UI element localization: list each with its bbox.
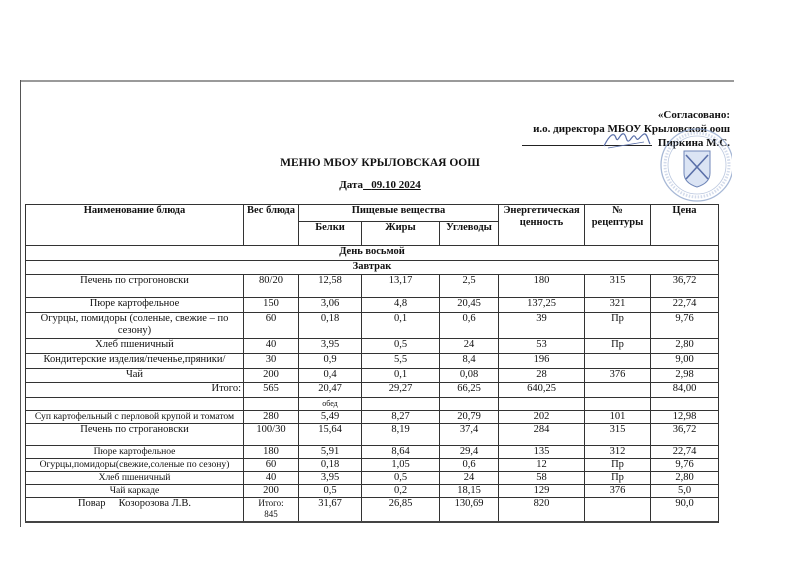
table-row — [26, 459, 719, 472]
dish-price: 5,0 — [651, 485, 719, 498]
total-carbs: 66,25 — [440, 383, 499, 398]
total-weight-cell — [244, 498, 299, 523]
dish-protein: 0,9 — [299, 354, 362, 369]
dish-name: Чай — [26, 369, 244, 383]
dish-recipe: 315 — [585, 424, 651, 446]
page-left-border — [20, 80, 21, 527]
table-row — [26, 411, 719, 424]
dish-recipe: Пр — [585, 313, 651, 339]
table-row — [26, 313, 719, 339]
dish-energy: 202 — [499, 411, 585, 424]
cook-name: Козорозова Л.В. — [118, 498, 192, 509]
dish-fat: 8,27 — [362, 411, 440, 424]
dish-weight: 200 — [244, 369, 299, 383]
dish-weight: 60 — [244, 459, 299, 472]
dish-protein: 0,4 — [299, 369, 362, 383]
dish-price: 2,98 — [651, 369, 719, 383]
cook-label: Повар — [77, 498, 106, 509]
menu-date — [0, 179, 760, 191]
dish-protein: 0,18 — [299, 313, 362, 339]
dish-carbs: 0,6 — [440, 459, 499, 472]
dish-price: 2,80 — [651, 472, 719, 485]
date-label: Дата — [339, 179, 364, 191]
menu-table — [25, 204, 719, 523]
dish-energy: 58 — [499, 472, 585, 485]
breakfast-row — [26, 261, 719, 275]
col-header-price: Цена — [651, 205, 719, 246]
dish-name: Печень по строгоновски — [26, 275, 244, 298]
lunch-row — [26, 398, 719, 411]
total-carbs: 130,69 — [440, 498, 499, 523]
approval-title: «Согласовано: — [657, 109, 730, 121]
signature-icon — [600, 128, 654, 152]
table-row — [26, 275, 719, 298]
dish-fat: 0,1 — [362, 313, 440, 339]
dish-energy: 129 — [499, 485, 585, 498]
dish-price: 9,00 — [651, 354, 719, 369]
dish-energy: 135 — [499, 446, 585, 459]
dish-weight: 280 — [244, 411, 299, 424]
total-weight: 845 — [264, 509, 278, 519]
dish-protein: 5,49 — [299, 411, 362, 424]
col-header-name: Наименование блюда — [26, 205, 244, 246]
dish-carbs: 37,4 — [440, 424, 499, 446]
page-title: МЕНЮ МБОУ КРЫЛОВСКАЯ ООШ — [280, 157, 480, 169]
total-fat: 29,27 — [362, 383, 440, 398]
dish-energy: 284 — [499, 424, 585, 446]
total-recipe — [585, 498, 651, 523]
total-recipe — [585, 383, 651, 398]
dish-weight: 200 — [244, 485, 299, 498]
dish-protein: 5,91 — [299, 446, 362, 459]
dish-name: Хлеб пшеничный — [26, 472, 244, 485]
dish-weight: 40 — [244, 339, 299, 354]
col-header-weight: Вес блюда — [244, 205, 299, 246]
day-label: День восьмой — [26, 246, 719, 261]
dish-energy: 180 — [499, 275, 585, 298]
dish-weight: 100/30 — [244, 424, 299, 446]
total-fat: 26,85 — [362, 498, 440, 523]
dish-recipe: Пр — [585, 459, 651, 472]
dish-recipe: 312 — [585, 446, 651, 459]
dish-carbs: 29,4 — [440, 446, 499, 459]
dish-price: 2,80 — [651, 339, 719, 354]
dish-energy: 137,25 — [499, 298, 585, 313]
dish-protein: 15,64 — [299, 424, 362, 446]
dish-carbs: 0,6 — [440, 313, 499, 339]
dish-energy: 196 — [499, 354, 585, 369]
dish-name: Хлеб пшеничный — [26, 339, 244, 354]
dish-energy: 28 — [499, 369, 585, 383]
dish-name: Чай каркаде — [26, 485, 244, 498]
cook-cell — [26, 498, 244, 523]
table-row — [26, 369, 719, 383]
total-weight: 565 — [244, 383, 299, 398]
dish-name: Кондитерские изделия/печенье,пряники/ — [26, 354, 244, 369]
total-label: Итого: — [258, 498, 284, 508]
dish-price: 36,72 — [651, 275, 719, 298]
breakfast-total-row — [26, 383, 719, 398]
col-header-nutrients: Пищевые вещества — [299, 205, 499, 222]
dish-weight: 150 — [244, 298, 299, 313]
dish-energy: 12 — [499, 459, 585, 472]
dish-fat: 1,05 — [362, 459, 440, 472]
dish-fat: 0,2 — [362, 485, 440, 498]
dish-protein: 3,95 — [299, 472, 362, 485]
dish-fat: 8,19 — [362, 424, 440, 446]
table-row — [26, 298, 719, 313]
dish-fat: 0,5 — [362, 472, 440, 485]
dish-name: Огурцы,помидоры(свежие,соленые по сезону) — [26, 459, 244, 472]
col-header-recipe: № рецептуры — [585, 205, 651, 246]
day-row — [26, 246, 719, 261]
dish-protein: 3,06 — [299, 298, 362, 313]
dish-weight: 40 — [244, 472, 299, 485]
dish-recipe: 376 — [585, 369, 651, 383]
dish-weight: 180 — [244, 446, 299, 459]
total-energy: 820 — [499, 498, 585, 523]
col-header-fat: Жиры — [362, 222, 440, 246]
lunch-total-row — [26, 498, 719, 523]
date-value: 09.10 2024 — [371, 179, 421, 191]
dish-recipe: 315 — [585, 275, 651, 298]
signatory-name: Пиркина М.С. — [657, 137, 730, 149]
dish-energy: 39 — [499, 313, 585, 339]
dish-protein: 0,5 — [299, 485, 362, 498]
dish-carbs: 8,4 — [440, 354, 499, 369]
table-row — [26, 354, 719, 369]
dish-fat: 0,5 — [362, 339, 440, 354]
dish-recipe: 101 — [585, 411, 651, 424]
dish-fat: 13,17 — [362, 275, 440, 298]
table-row — [26, 472, 719, 485]
total-energy: 640,25 — [499, 383, 585, 398]
table-row — [26, 424, 719, 446]
total-protein: 31,67 — [299, 498, 362, 523]
dish-carbs: 18,15 — [440, 485, 499, 498]
dish-price: 22,74 — [651, 298, 719, 313]
dish-name: Пюре картофельное — [26, 298, 244, 313]
col-header-carbs: Углеводы — [440, 222, 499, 246]
total-label: Итого: — [26, 383, 244, 398]
dish-name: Печень по строгановски — [26, 424, 244, 446]
lunch-label: обед — [299, 398, 362, 411]
dish-recipe — [585, 354, 651, 369]
total-protein: 20,47 — [299, 383, 362, 398]
dish-fat: 8,64 — [362, 446, 440, 459]
total-price: 84,00 — [651, 383, 719, 398]
dish-price: 9,76 — [651, 313, 719, 339]
col-header-protein: Белки — [299, 222, 362, 246]
dish-name: Огурцы, помидоры (соленые, свежие – по сезону) — [26, 313, 244, 339]
dish-name: Пюре картофельное — [26, 446, 244, 459]
dish-fat: 4,8 — [362, 298, 440, 313]
dish-price: 36,72 — [651, 424, 719, 446]
dish-energy: 53 — [499, 339, 585, 354]
dish-recipe: 321 — [585, 298, 651, 313]
dish-protein: 3,95 — [299, 339, 362, 354]
col-header-energy: Энергетическая ценность — [499, 205, 585, 246]
dish-weight: 80/20 — [244, 275, 299, 298]
dish-carbs: 24 — [440, 339, 499, 354]
dish-price: 9,76 — [651, 459, 719, 472]
dish-recipe: Пр — [585, 472, 651, 485]
dish-name: Суп картофельный с перловой крупой и томатом — [26, 411, 244, 424]
dish-weight: 30 — [244, 354, 299, 369]
dish-carbs: 0,08 — [440, 369, 499, 383]
table-header-row — [26, 205, 719, 222]
dish-protein: 12,58 — [299, 275, 362, 298]
dish-carbs: 2,5 — [440, 275, 499, 298]
dish-price: 22,74 — [651, 446, 719, 459]
dish-recipe: 376 — [585, 485, 651, 498]
dish-weight: 60 — [244, 313, 299, 339]
dish-fat: 5,5 — [362, 354, 440, 369]
dish-fat: 0,1 — [362, 369, 440, 383]
dish-price: 12,98 — [651, 411, 719, 424]
table-row — [26, 446, 719, 459]
table-bottom-border — [25, 521, 718, 523]
dish-carbs: 20,79 — [440, 411, 499, 424]
dish-carbs: 24 — [440, 472, 499, 485]
table-row — [26, 485, 719, 498]
total-price: 90,0 — [651, 498, 719, 523]
dish-carbs: 20,45 — [440, 298, 499, 313]
page-top-border — [20, 80, 734, 82]
dish-protein: 0,18 — [299, 459, 362, 472]
breakfast-label: Завтрак — [26, 261, 719, 275]
approval-position: и.о. директора МБОУ Крыловской оош — [533, 123, 730, 135]
dish-recipe: Пр — [585, 339, 651, 354]
table-row — [26, 339, 719, 354]
